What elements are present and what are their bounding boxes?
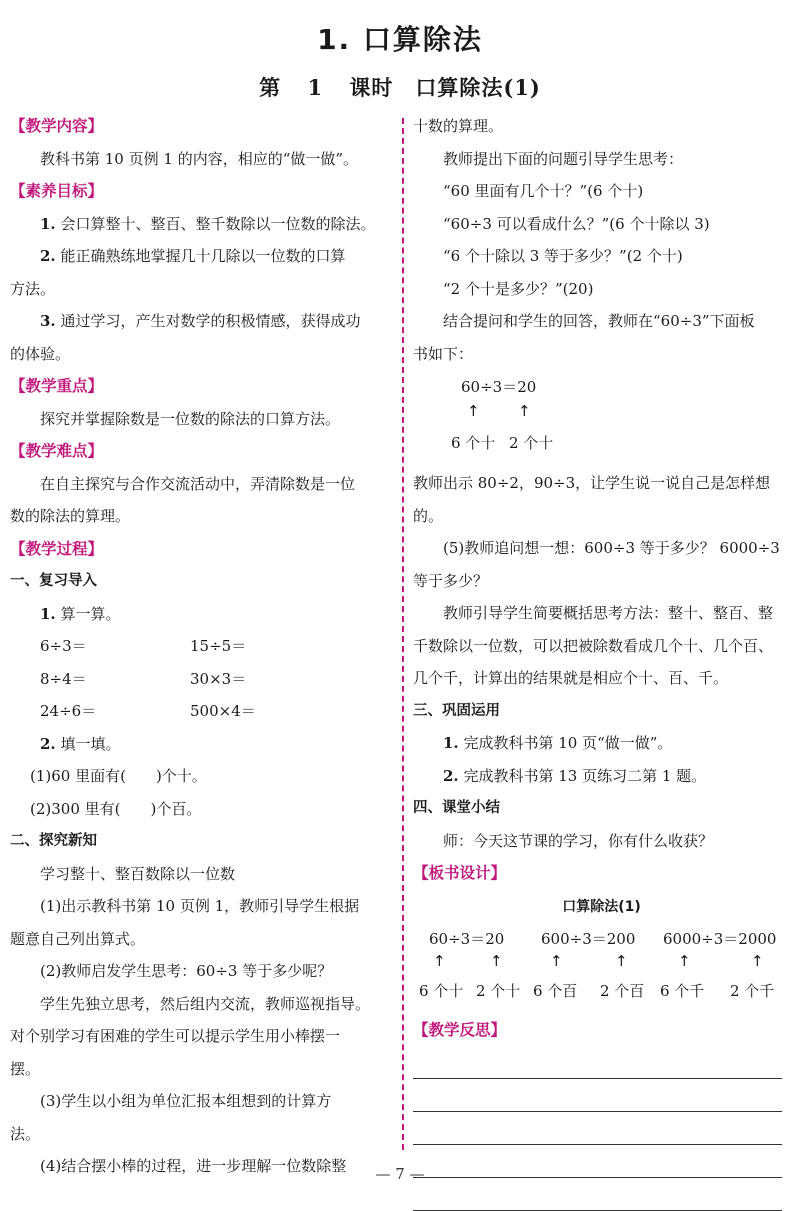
- calc-item: 6÷3＝: [40, 637, 87, 655]
- part-explore: 二、探究新知: [10, 833, 97, 849]
- goal-2: 2. 能正确熟练地掌握几十几除以一位数的口算: [40, 247, 346, 265]
- reflection-lines: [413, 1046, 790, 1211]
- board-title: 口算除法(1): [562, 898, 641, 915]
- explore-intro: 学习整十、整百数除以一位数: [40, 864, 236, 883]
- summary-text: 师：今天这节课的学习，你有什么收获？: [443, 831, 714, 850]
- board-label: 2 个十: [476, 981, 521, 1000]
- ruled-line: [413, 1079, 782, 1112]
- calc-item: 8÷4＝: [40, 669, 87, 688]
- calc-item: 15÷5＝: [190, 637, 247, 655]
- left-column: [10, 110, 395, 1183]
- diagram-label: 6 个十: [451, 434, 496, 452]
- part-summary: 四、课堂小结: [413, 800, 500, 816]
- part-review: 一、复习导入: [10, 573, 97, 589]
- section-key-point: 【教学重点】: [10, 377, 104, 395]
- task-1: 1. 算一算。: [40, 604, 121, 623]
- calc-item: 30×3＝: [190, 669, 247, 688]
- diagram-label: 2 个十: [509, 434, 554, 452]
- board-equation: 60÷3＝20: [429, 929, 505, 948]
- arrow-icon: ↑: [518, 402, 531, 420]
- fill-2: (2)300 里有( )个百。: [30, 799, 202, 818]
- board-equation: 600÷3＝200: [541, 929, 636, 948]
- section-goals: 【素养目标】: [10, 182, 104, 200]
- calc-row: [10, 695, 395, 728]
- explore-step-5-cont: 等于多少？: [413, 571, 489, 590]
- arrow-icon: ↑: [615, 951, 628, 970]
- explore-note-cont-2: 摆。: [10, 1059, 41, 1078]
- lesson-subtitle: 第 1 课时 口算除法(1): [259, 75, 541, 100]
- key-text: 探究并掌握除数是一位数的除法的口算方法。: [40, 409, 341, 428]
- calc-item: 24÷6＝: [40, 702, 97, 720]
- question-1: “60 里面有几个十？”(6 个十): [443, 182, 644, 200]
- content-text: 教科书第 10 页例 1 的内容，相应的“做一做”。: [40, 149, 359, 168]
- arrow-icon: ↑: [433, 951, 446, 970]
- explore-step-4-cont: 十数的算理。: [413, 117, 504, 135]
- ruled-line: [413, 1046, 782, 1079]
- board-diagram: [413, 924, 790, 1014]
- diagram-equation: 60÷3＝20: [461, 378, 537, 396]
- method-summary: 教师引导学生简要概括思考方法：整十、整百、整: [443, 604, 774, 622]
- board-label: 2 个百: [600, 981, 645, 1000]
- task-2: 2. 填一填。: [40, 734, 121, 753]
- explore-note-cont: 对个别学习有困难的学生可以提示学生用小棒摆一: [10, 1027, 341, 1045]
- teacher-show-cont: 的。: [413, 506, 444, 525]
- column-divider: [402, 118, 404, 1150]
- question-3: “6 个十除以 3 等于多少？”(2 个十): [443, 247, 683, 265]
- exercise-1: 1. 完成教科书第 10 页“做一做”。: [443, 734, 673, 752]
- explore-step-1: (1)出示教科书第 10 页例 1，教师引导学生根据: [40, 897, 360, 915]
- board-label: 2 个千: [730, 981, 775, 1000]
- explore-step-5: (5)教师追问想一想：600÷3 等于多少？ 6000÷3: [443, 539, 780, 557]
- question-4: “2 个十是多少？”(20): [443, 279, 594, 298]
- arrow-icon: ↑: [550, 951, 563, 970]
- board-intro: 结合提问和学生的回答，教师在“60÷3”下面板: [443, 312, 755, 330]
- explore-step-3-cont: 法。: [10, 1124, 41, 1143]
- board-label: 6 个千: [660, 981, 705, 1000]
- difficulty-text: 在自主探究与合作交流活动中，弄清除数是一位: [40, 474, 356, 493]
- part-practice: 三、巩固运用: [413, 702, 500, 719]
- section-difficulty: 【教学难点】: [10, 442, 104, 460]
- method-summary-cont-2: 几个千，计算出的结果就是相应个十、百、千。: [413, 669, 729, 687]
- arrow-icon: ↑: [751, 951, 764, 970]
- inline-diagram: [413, 370, 790, 467]
- page-title: 1. 口算除法: [317, 23, 483, 56]
- arrow-icon: ↑: [467, 402, 480, 420]
- board-label: 6 个十: [419, 981, 464, 1000]
- ruled-line: [413, 1112, 782, 1145]
- goal-1: 1. 会口算整十、整百、整千数除以一位数的除法。: [40, 214, 376, 233]
- goal-3: 3. 通过学习，产生对数学的积极情感，获得成功: [40, 312, 361, 330]
- section-reflection: 【教学反思】: [413, 1020, 507, 1039]
- fill-1: (1)60 里面有( )个十。: [30, 767, 207, 785]
- explore-step-1-cont: 题意自己列出算式。: [10, 929, 146, 948]
- goal-3-cont: 的体验。: [10, 344, 71, 363]
- right-column: [413, 110, 790, 1211]
- section-board-design: 【板书设计】: [413, 864, 507, 882]
- explore-step-4: (4)结合摆小棒的过程，进一步理解一位数除整: [40, 1157, 347, 1175]
- calc-row: [10, 630, 395, 663]
- calc-row: [10, 663, 395, 696]
- page-number: — 7 —: [375, 1165, 425, 1183]
- explore-step-2: (2)教师启发学生思考：60÷3 等于多少呢？: [40, 962, 333, 980]
- teacher-show: 教师出示 80÷2，90÷3，让学生说一说自己是怎样想: [413, 474, 771, 492]
- arrow-icon: ↑: [490, 951, 503, 970]
- explore-step-3: (3)学生以小组为单位汇报本组想到的计算方: [40, 1092, 332, 1110]
- teacher-prompt: 教师提出下面的问题引导学生思考：: [443, 149, 684, 168]
- difficulty-cont: 数的除法的算理。: [10, 507, 131, 525]
- method-summary-cont: 千数除以一位数，可以把被除数看成几个十、几个百、: [413, 636, 774, 655]
- board-label: 6 个百: [533, 981, 578, 1000]
- calc-item: 500×4＝: [190, 702, 256, 720]
- board-equation: 6000÷3＝2000: [663, 929, 777, 948]
- section-process: 【教学过程】: [10, 539, 104, 558]
- explore-note: 学生先独立思考，然后组内交流，教师巡视指导。: [40, 994, 371, 1013]
- section-teaching-content: 【教学内容】: [10, 117, 104, 135]
- arrow-icon: ↑: [678, 951, 691, 970]
- question-2: “60÷3 可以看成什么？”(6 个十除以 3): [443, 214, 710, 233]
- goal-2-cont: 方法。: [10, 279, 56, 298]
- board-intro-cont: 书如下：: [413, 344, 474, 363]
- exercise-2: 2. 完成教科书第 13 页练习二第 1 题。: [443, 766, 707, 785]
